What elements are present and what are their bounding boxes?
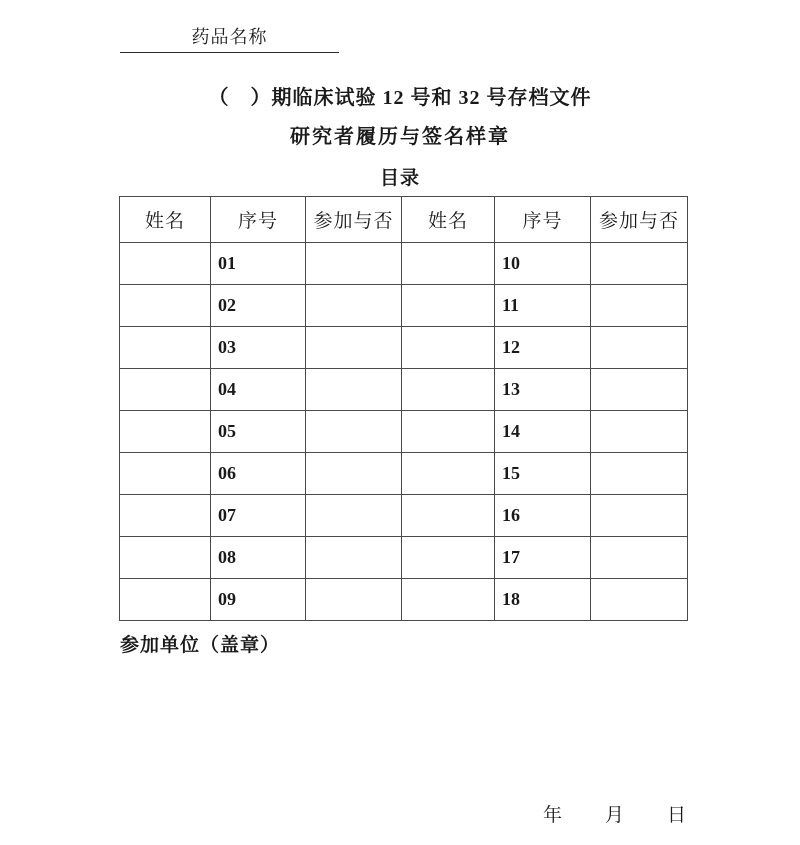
seq-cell: 06 xyxy=(211,453,306,495)
seq-cell: 16 xyxy=(495,495,591,537)
name-cell xyxy=(402,285,495,327)
seq-cell: 11 xyxy=(495,285,591,327)
name-cell xyxy=(120,453,211,495)
name-cell xyxy=(120,579,211,621)
seq-cell: 18 xyxy=(495,579,591,621)
seq-cell: 08 xyxy=(211,537,306,579)
participation-cell xyxy=(306,369,402,411)
participation-cell xyxy=(306,537,402,579)
participation-cell xyxy=(591,369,688,411)
table-row xyxy=(120,369,688,411)
name-cell xyxy=(120,285,211,327)
name-cell xyxy=(402,243,495,285)
name-cell xyxy=(120,327,211,369)
header-seq-left: 序号 xyxy=(211,197,306,243)
name-cell xyxy=(402,495,495,537)
participation-cell xyxy=(306,243,402,285)
name-cell xyxy=(402,411,495,453)
participation-cell xyxy=(306,579,402,621)
seq-cell: 07 xyxy=(211,495,306,537)
participation-cell xyxy=(306,495,402,537)
toc-heading: 目录 xyxy=(379,168,420,189)
name-cell xyxy=(402,369,495,411)
header-participation-left: 参加与否 xyxy=(306,197,402,243)
seq-cell: 14 xyxy=(495,411,591,453)
seq-cell: 01 xyxy=(211,243,306,285)
seq-cell: 13 xyxy=(495,369,591,411)
participation-cell xyxy=(591,537,688,579)
participation-cell xyxy=(591,243,688,285)
seq-cell: 09 xyxy=(211,579,306,621)
name-cell xyxy=(120,537,211,579)
table-row xyxy=(120,537,688,579)
header-name-right: 姓名 xyxy=(402,197,495,243)
participation-cell xyxy=(306,453,402,495)
document-subtitle: 研究者履历与签名样章 xyxy=(290,126,510,148)
seq-cell: 15 xyxy=(495,453,591,495)
table-row xyxy=(120,243,688,285)
seq-cell: 17 xyxy=(495,537,591,579)
investigator-roster-table xyxy=(119,196,688,621)
name-cell xyxy=(402,537,495,579)
table-row xyxy=(120,411,688,453)
seq-cell: 04 xyxy=(211,369,306,411)
participation-cell xyxy=(591,411,688,453)
table-header-row xyxy=(120,197,688,243)
name-cell xyxy=(120,411,211,453)
date-line xyxy=(543,800,686,827)
seq-cell: 10 xyxy=(495,243,591,285)
seq-cell: 02 xyxy=(211,285,306,327)
name-cell xyxy=(120,369,211,411)
participation-cell xyxy=(306,285,402,327)
participation-cell xyxy=(306,411,402,453)
table-row xyxy=(120,579,688,621)
participation-cell xyxy=(591,327,688,369)
participation-cell xyxy=(591,495,688,537)
name-cell xyxy=(402,327,495,369)
table-row xyxy=(120,327,688,369)
name-cell xyxy=(120,495,211,537)
header-name-left: 姓名 xyxy=(120,197,211,243)
header-participation-right: 参加与否 xyxy=(591,197,688,243)
name-cell xyxy=(402,453,495,495)
participation-cell xyxy=(591,285,688,327)
seq-cell: 05 xyxy=(211,411,306,453)
year-label: 年 xyxy=(543,805,563,826)
table-row xyxy=(120,453,688,495)
header-seq-right: 序号 xyxy=(495,197,591,243)
seq-cell: 03 xyxy=(211,327,306,369)
participation-cell xyxy=(591,453,688,495)
name-cell xyxy=(120,243,211,285)
seq-cell: 12 xyxy=(495,327,591,369)
table-row xyxy=(120,285,688,327)
participation-cell xyxy=(591,579,688,621)
day-label: 日 xyxy=(667,805,687,826)
month-label: 月 xyxy=(605,805,625,826)
document-title: （ ）期临床试验 12 号和 32 号存档文件 xyxy=(208,87,592,109)
table-row xyxy=(120,495,688,537)
drug-name-underline-field xyxy=(120,23,339,53)
participating-unit-stamp-label: 参加单位（盖章） xyxy=(120,635,281,656)
participation-cell xyxy=(306,327,402,369)
name-cell xyxy=(402,579,495,621)
drug-name-label: 药品名称 xyxy=(191,27,268,47)
